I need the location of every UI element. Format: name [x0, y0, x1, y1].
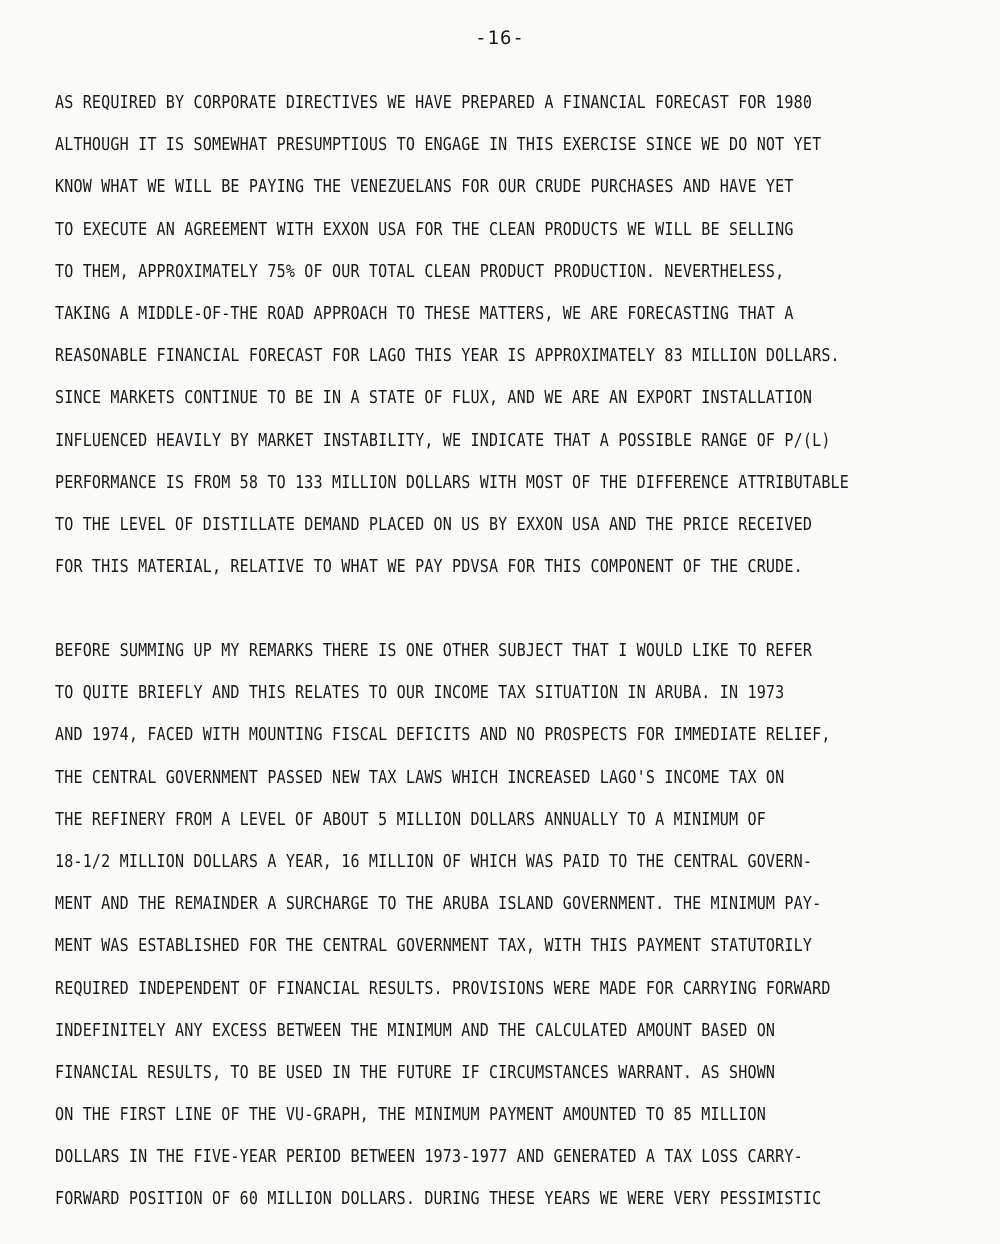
text-line: PERFORMANCE IS FROM 58 TO 133 MILLION DOLLARS WITH MOST OF THE DIFFERENCE ATTRIBUTABLE [55, 472, 850, 493]
text-line: AS REQUIRED BY CORPORATE DIRECTIVES WE HAVE PREPARED A FINANCIAL FORECAST FOR 1980 [55, 93, 813, 113]
text-line: TO EXECUTE AN AGREEMENT WITH EXXON USA FOR THE CLEAN PRODUCTS WE WILL BE SELLING [55, 219, 794, 240]
text-line: ON THE FIRST LINE OF THE VU-GRAPH, THE MINIMUM PAYMENT AMOUNTED TO 85 MILLION [55, 1105, 766, 1126]
paragraph-income-tax [55, 636, 975, 1227]
page-number: -16- [475, 27, 525, 49]
text-line: DOLLARS IN THE FIVE-YEAR PERIOD BETWEEN 1973-1977 AND GENERATED A TAX LOSS CARRY- [55, 1147, 803, 1168]
text-line: TAKING A MIDDLE-OF-THE ROAD APPROACH TO THESE MATTERS, WE ARE FORECASTING THAT A [55, 303, 794, 324]
text-line: MENT AND THE REMAINDER A SURCHARGE TO THE ARUBA ISLAND GOVERNMENT. THE MINIMUM PAY- [55, 894, 822, 915]
text-line: BEFORE SUMMING UP MY REMARKS THERE IS ONE OTHER SUBJECT THAT I WOULD LIKE TO REFER [55, 641, 813, 661]
text-line: REQUIRED INDEPENDENT OF FINANCIAL RESULTS. PROVISIONS WERE MADE FOR CARRYING FORWARD [55, 978, 831, 999]
text-line: TO THEM, APPROXIMATELY 75% OF OUR TOTAL CLEAN PRODUCT PRODUCTION. NEVERTHELESS, [55, 261, 785, 282]
text-line: THE CENTRAL GOVERNMENT PASSED NEW TAX LAWS WHICH INCREASED LAGO'S INCOME TAX ON [55, 767, 785, 788]
text-line: MENT WAS ESTABLISHED FOR THE CENTRAL GOVERNMENT TAX, WITH THIS PAYMENT STATUTORILY [55, 936, 813, 957]
text-line: TO QUITE BRIEFLY AND THIS RELATES TO OUR INCOME TAX SITUATION IN ARUBA. IN 1973 [55, 683, 785, 704]
text-line: THE REFINERY FROM A LEVEL OF ABOUT 5 MILLION DOLLARS ANNUALLY TO A MINIMUM OF [55, 809, 766, 830]
text-line: TO THE LEVEL OF DISTILLATE DEMAND PLACED ON US BY EXXON USA AND THE PRICE RECEIVED [55, 514, 813, 535]
text-line: AND 1974, FACED WITH MOUNTING FISCAL DEFICITS AND NO PROSPECTS FOR IMMEDIATE RELIEF, [55, 725, 831, 746]
text-line: FORWARD POSITION OF 60 MILLION DOLLARS. DURING THESE YEARS WE WERE VERY PESSIMISTIC [55, 1189, 822, 1210]
text-line: ALTHOUGH IT IS SOMEWHAT PRESUMPTIOUS TO ENGAGE IN THIS EXERCISE SINCE WE DO NOT YET [55, 135, 822, 156]
text-line: FOR THIS MATERIAL, RELATIVE TO WHAT WE PAY PDVSA FOR THIS COMPONENT OF THE CRUDE. [55, 557, 803, 578]
text-line: INDEFINITELY ANY EXCESS BETWEEN THE MINIMUM AND THE CALCULATED AMOUNT BASED ON [55, 1020, 776, 1041]
paragraph-financial-forecast [55, 88, 975, 594]
text-line: REASONABLE FINANCIAL FORECAST FOR LAGO THIS YEAR IS APPROXIMATELY 83 MILLION DOLLARS. [55, 346, 840, 367]
text-line: 18-1/2 MILLION DOLLARS A YEAR, 16 MILLION OF WHICH WAS PAID TO THE CENTRAL GOVERN- [55, 851, 813, 872]
text-line: SINCE MARKETS CONTINUE TO BE IN A STATE OF FLUX, AND WE ARE AN EXPORT INSTALLATION [55, 388, 813, 409]
text-line: INFLUENCED HEAVILY BY MARKET INSTABILITY, WE INDICATE THAT A POSSIBLE RANGE OF P/(L) [55, 430, 831, 451]
text-line: KNOW WHAT WE WILL BE PAYING THE VENEZUELANS FOR OUR CRUDE PURCHASES AND HAVE YET [55, 177, 794, 198]
text-line: FINANCIAL RESULTS, TO BE USED IN THE FUTURE IF CIRCUMSTANCES WARRANT. AS SHOWN [55, 1062, 776, 1083]
